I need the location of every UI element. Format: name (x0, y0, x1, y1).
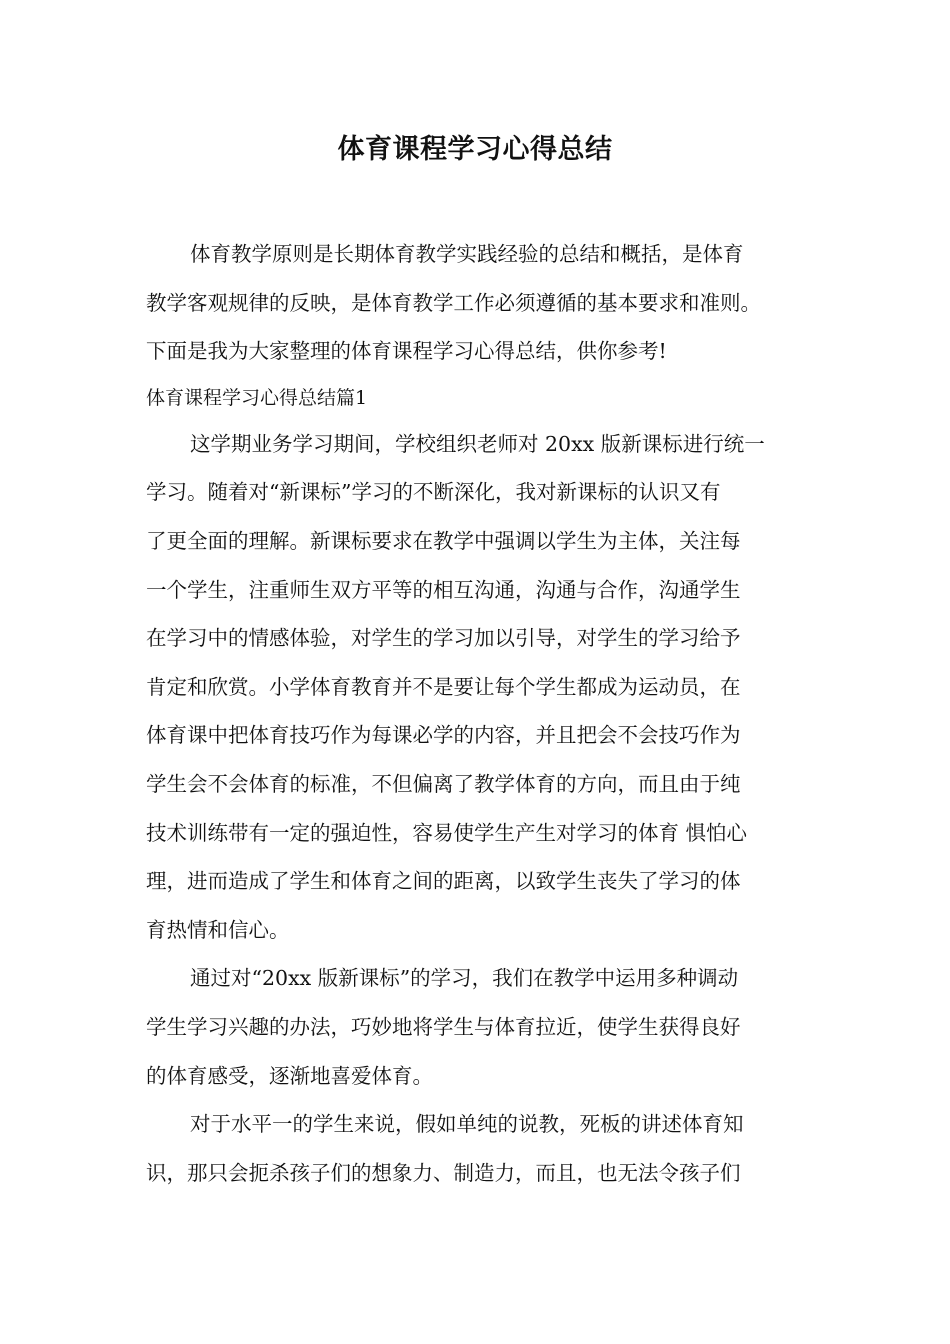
text-line: 通过对“20xx 版新课标”的学习，我们在教学中运用多种调动 (190, 966, 739, 991)
text-line: 育热情和信心。 (146, 917, 290, 942)
text-line: 技术训练带有一定的强迫性，容易使学生产生对学习的体育 惧怕心 (146, 820, 748, 845)
text-line: 对于水平一的学生来说，假如单纯的说教，死板的讲述体育知 (190, 1112, 744, 1137)
text-line: 在学习中的情感体验，对学生的学习加以引导，对学生的学习给予 (146, 626, 741, 651)
text-line: 教学客观规律的反映，是体育教学工作必须遵循的基本要求和准则。 (146, 290, 761, 315)
document-body (146, 230, 816, 1197)
section-heading: 体育课程学习心得总结篇1 (146, 386, 368, 409)
text-line: 下面是我为大家整理的体育课程学习心得总结，供你参考! (146, 339, 667, 364)
text-line: 一个学生，注重师生双方平等的相互沟通，沟通与合作，沟通学生 (146, 577, 741, 602)
text-line: 体育课中把体育技巧作为每课必学的内容，并且把会不会技巧作为 (146, 723, 741, 748)
text-line: 学习。随着对“新课标”学习的不断深化，我对新课标的认识又有 (146, 480, 721, 505)
text-line: 肯定和欣赏。小学体育教育并不是要让每个学生都成为运动员，在 (146, 674, 741, 699)
text-line: 识，那只会扼杀孩子们的想象力、制造力，而且，也无法令孩子们 (146, 1160, 741, 1185)
text-line: 理，进而造成了学生和体育之间的距离，以致学生丧失了学习的体 (146, 869, 741, 894)
text-line: 了更全面的理解。新课标要求在教学中强调以学生为主体，关注每 (146, 528, 741, 553)
text-line: 体育教学原则是长期体育教学实践经验的总结和概括，是体育 (190, 242, 744, 266)
text-line: 这学期业务学习期间，学校组织老师对 20xx 版新课标进行统一 (190, 431, 765, 456)
document-title: 体育课程学习心得总结 (337, 134, 613, 165)
text-line: 学生学习兴趣的办法，巧妙地将学生与体育拉近，使学生获得良好 (146, 1014, 741, 1039)
text-line: 学生会不会体育的标准，不但偏离了教学体育的方向，而且由于纯 (146, 771, 741, 796)
text-line: 的体育感受，逐渐地喜爱体育。 (146, 1063, 433, 1088)
